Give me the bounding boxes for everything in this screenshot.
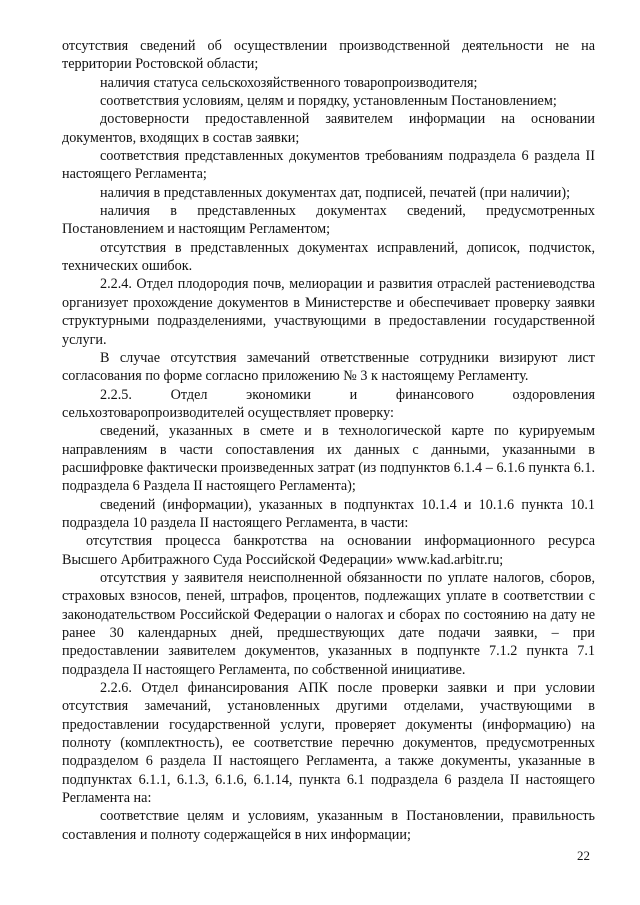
paragraph: 2.2.5. Отдел экономики и финансового оздоровления сельхозтоваропроизводителей осуществляет проверку: (62, 386, 595, 421)
page-number: 22 (577, 848, 590, 863)
paragraph: достоверности предоставленной заявителем информации на основании документов, входящих в состав заявки; (62, 111, 595, 146)
paragraph: 2.2.6. Отдел финансирования АПК после проверки заявки и при условии отсутствия замечаний, установленных другими отделами, участвующими в предоставлении государственной услуги, проверяет документы (информацию) на полноту (комплектность), ее соответствие перечню документов, предусмотренных подразделом 6 раздела II настоящего Регламента, а также документы, указанные в подпунктах 6.1.1, 6.1.3, 6.1.6, 6.1.14, пункта 6.1 подраздела 6 раздела II настоящего Регламента на: (62, 680, 595, 807)
paragraph: В случае отсутствия замечаний ответственные сотрудники визируют лист согласования по форме согласно приложению № 3 к настоящему Регламенту. (62, 349, 595, 385)
paragraph: сведений (информации), указанных в подпунктах 10.1.4 и 10.1.6 пункта 10.1 подраздела 10 раздела II настоящего Регламента, в части: (62, 496, 595, 531)
paragraph: сведений, указанных в смете и в технологической карте по курируемым направлениям в части сопоставления их данных с данными, указанными в расшифровке фактически произведенных затрат (из подпунктов 6.1.4 – 6.1.6 пункта 6.1. подраздела 6 Раздела II настоящего Регламента); (62, 423, 595, 495)
paragraph: отсутствия сведений об осуществлении производственной деятельности не на территории Ростовской области; (62, 38, 595, 73)
paragraph: наличия в представленных документах сведений, предусмотренных Постановлением и настоящим Регламентом; (62, 203, 595, 238)
paragraph: соответствия представленных документов требованиям подраздела 6 раздела II настоящего Регламента; (62, 148, 595, 183)
paragraph: отсутствия у заявителя неисполненной обязанности по уплате налогов, сборов, страховых взносов, пеней, штрафов, процентов, подлежащих уплате в соответствии с законодательством Российской Федерации о налогах и сборах по состоянию на дату не ранее 30 календарных дней, предшествующих дате подачи заявки, – при предоставлении заявителем документов, указанных в подпункте 7.1.2 пункта 7.1 подраздела II настоящего Регламента, по собственной инициативе. (62, 569, 595, 678)
paragraph: соответствие целям и условиям, указанным в Постановлении, правильность составления и полноту содержащейся в них информации; (62, 808, 595, 843)
paragraph: 2.2.4. Отдел плодородия почв, мелиорации и развития отраслей растениеводства организует прохождение документов в Министерстве и обеспечивает проверку заявки структурными подразделениями, участвующими в предоставлении государственной услуги. (62, 276, 595, 348)
paragraph: наличия в представленных документах дат, подписей, печатей (при наличии); (100, 184, 571, 201)
paragraph: наличия статуса сельскохозяйственного товаропроизводителя; (100, 74, 478, 91)
document-body (62, 37, 595, 844)
paragraph: соответствия условиям, целям и порядку, установленным Постановлением; (100, 93, 557, 110)
paragraph: отсутствия в представленных документах исправлений, дописок, подчисток, технических ошибок. (62, 239, 595, 275)
paragraph: отсутствия процесса банкротства на основании информационного ресурса Высшего Арбитражного Суда Российской Федерации» www.kad.arbitr.ru; (62, 533, 595, 568)
